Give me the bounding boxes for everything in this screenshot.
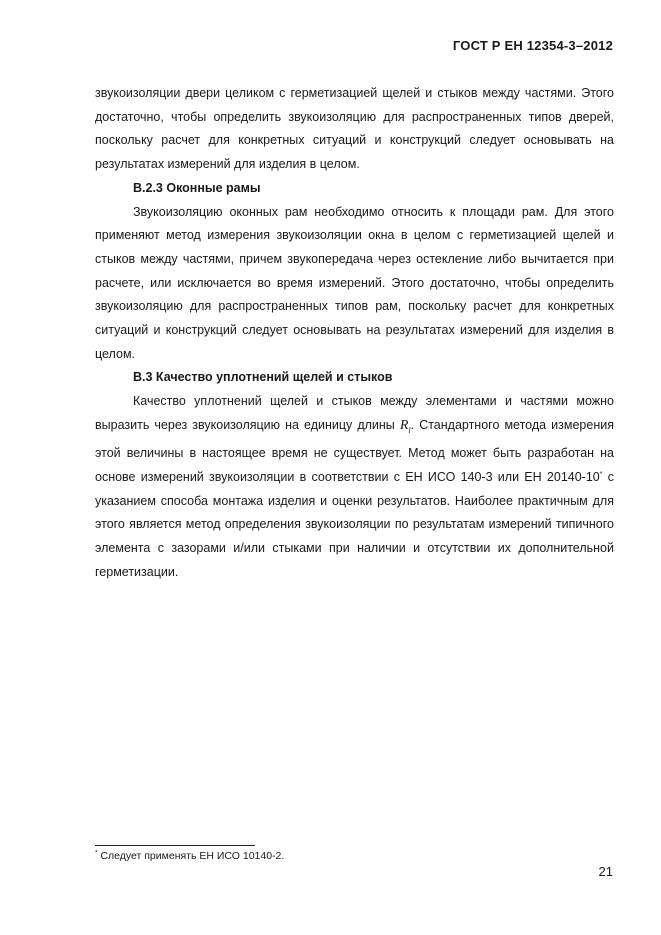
paragraph-doors-continuation: звукоизоляции двери целиком с герметизацией щелей и стыков между частями. Этого достаточно, чтобы определить звукоизоляцию для распространенных типов дверей, поскольку расчет для конкретных ситуаций и конструкций следует основывать на результатах измерений для изделия в целом. — [95, 86, 614, 172]
paragraph-window-frames: Звукоизоляцию оконных рам необходимо относить к площади рам. Для этого применяют метод измерения звукоизоляции окна в целом с герметизацией щелей и стыков между частями, причем звукопередача через остекление либо вычитается при расчете, или исключается во время измерений. Этого достаточно, чтобы определить звукоизоляцию для распространенных типов рам, поскольку расчет для конкретных ситуаций и конструкций следует основывать на результатах измерений для изделия в целом. — [95, 204, 614, 361]
footnote-text: Следует применять ЕН ИСО 10140-2. — [97, 850, 285, 862]
heading-b23-window-frames: В.2.3 Оконные рамы — [133, 180, 261, 195]
paragraph-seal-quality — [95, 390, 614, 584]
symbol-r: R — [399, 417, 409, 433]
document-header-code: ГОСТ Р ЕН 12354-3–2012 — [452, 38, 613, 53]
footnote — [95, 850, 284, 862]
paragraph-seal-quality-part3: с указанием способа монтажа изделия и оценки результатов. Наиболее практичным для этого является метод определения звукоизоляции по результатам измерений типичного элемента с зазорами и/или стыками при наличии и отсутствии их дополнительной герметизации. — [95, 470, 614, 579]
paragraph-seal-quality-part2: . Стандартного метода измерения этой величины в настоящее время не существует. Метод может быть разработан на основе измерений звукоизоляции в соответствии с ЕН ИСО 140-3 или ЕН 20140-10 — [95, 417, 614, 485]
footnote-separator — [95, 845, 255, 846]
footnote-mark: * — [95, 849, 98, 857]
heading-b3-seal-quality: В.3 Качество уплотнений щелей и стыков — [133, 370, 393, 385]
body-text — [95, 82, 614, 585]
symbol-r-subscript: l — [408, 425, 411, 435]
paragraph-seal-quality-part1: Качество уплотнений щелей и стыков между элементами и частями можно выразить через звукоизоляцию на единицу длины — [95, 394, 614, 432]
page-number: 21 — [598, 864, 613, 879]
symbol-rl — [400, 418, 411, 433]
footnote-reference-mark: * — [599, 470, 603, 478]
